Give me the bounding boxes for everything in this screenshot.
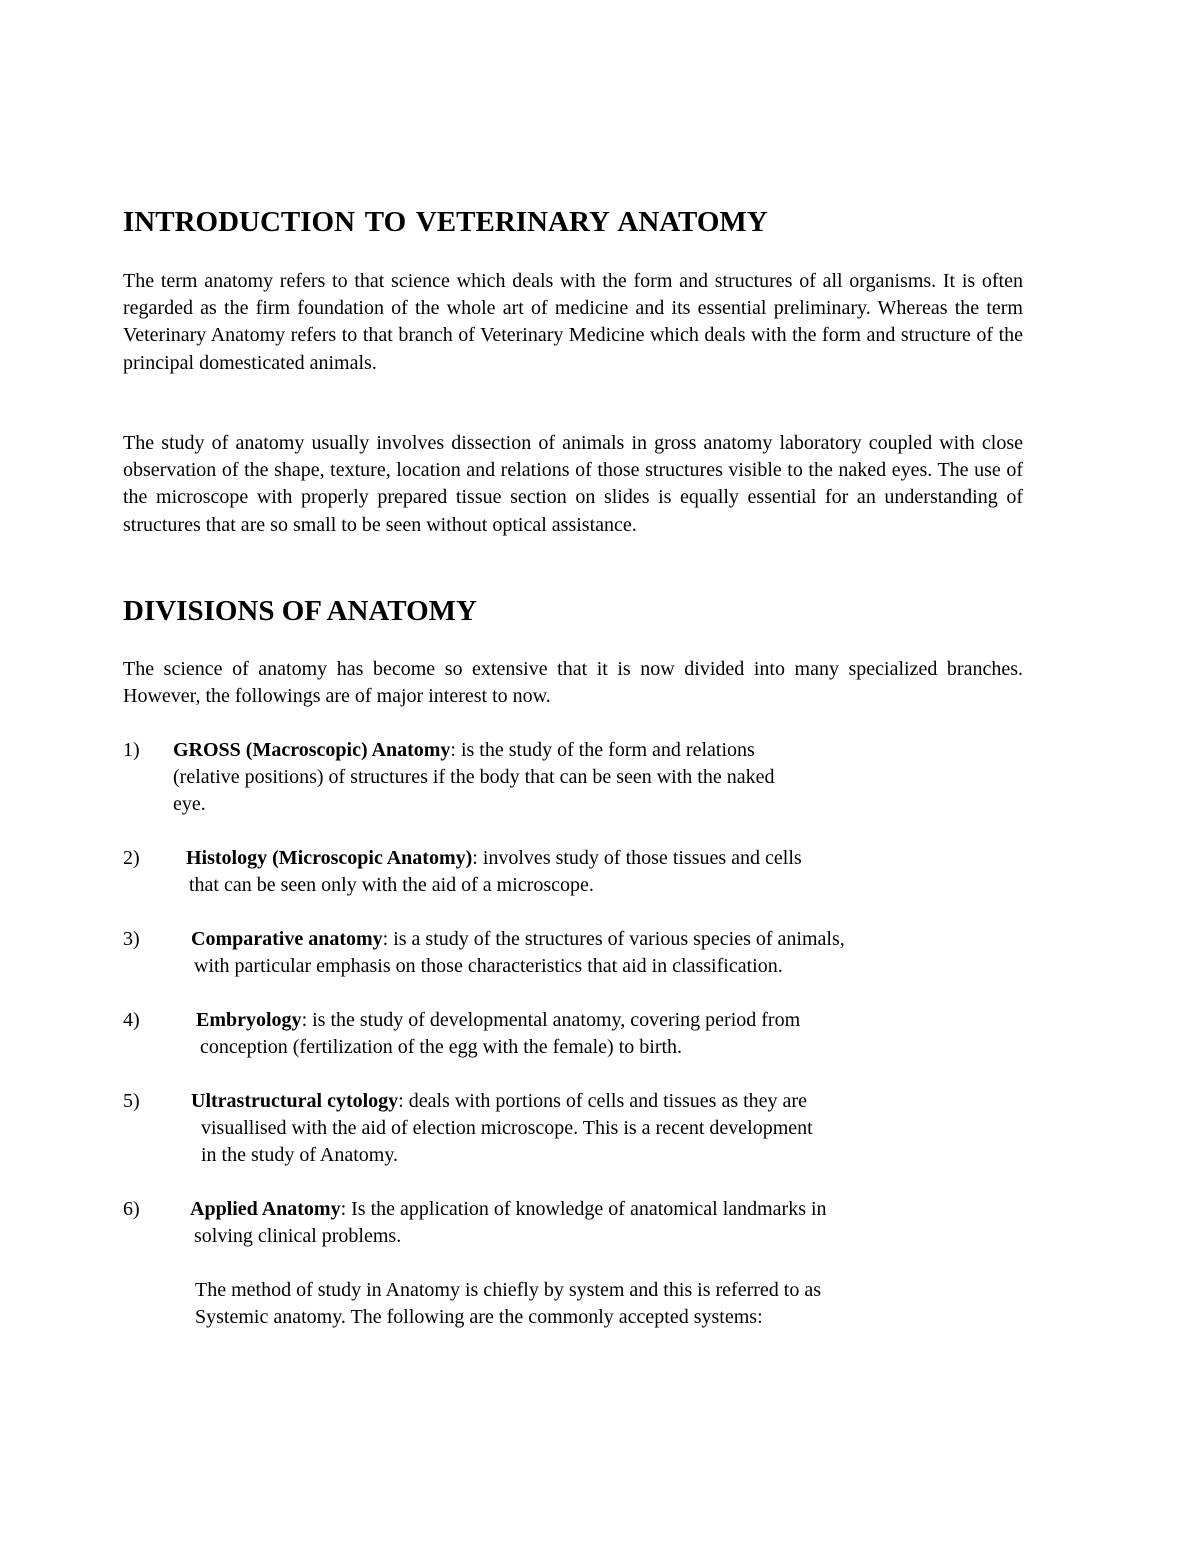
list-number: 4)	[123, 1009, 140, 1031]
division-term: GROSS (Macroscopic) Anatomy	[173, 739, 451, 761]
list-number: 2)	[123, 847, 140, 869]
list-number: 5)	[123, 1090, 140, 1112]
division-text: : is the study of developmental anatomy, covering period from	[301, 1009, 801, 1031]
closing-paragraph	[195, 1277, 955, 1331]
division-item-histology	[123, 845, 1003, 899]
division-first-line	[196, 1007, 956, 1034]
division-text: : is the study of the form and relations	[450, 739, 755, 761]
division-term: Embryology	[196, 1009, 302, 1031]
closing-line: The method of study in Anatomy is chiefly by system and this is referred to as	[195, 1279, 821, 1301]
division-term: Ultrastructural cytology	[191, 1090, 399, 1112]
division-item-embryology	[123, 1007, 1003, 1061]
division-text: that can be seen only with the aid of a microscope.	[189, 874, 594, 897]
division-text: conception (fertilization of the egg with the female) to birth.	[200, 1036, 683, 1059]
division-term: Histology (Microscopic Anatomy)	[186, 847, 473, 869]
list-number: 3)	[123, 928, 140, 950]
division-term: Applied Anatomy	[190, 1198, 341, 1220]
division-term: Comparative anatomy	[191, 928, 383, 950]
intro-paragraph-2: The study of anatomy usually involves dissection of animals in gross anatomy laboratory coupled with close observation of the shape, texture, location and relations of those structures visible to the naked eyes. The use of the microscope with properly prepared tissue section on slides is equally essential for an understanding of structures that are so small to be seen without optical assistance.	[123, 432, 1023, 536]
division-item-applied-anatomy	[123, 1196, 1003, 1250]
divisions-intro-paragraph: The science of anatomy has become so extensive that it is now divided into many specialized branches. However, the followings are of major interest to now.	[123, 658, 1023, 708]
division-text: visuallised with the aid of election microscope. This is a recent development	[201, 1117, 813, 1140]
division-first-line	[186, 845, 926, 872]
division-text: : involves study of those tissues and cells	[472, 847, 802, 869]
division-text: (relative positions) of structures if the body that can be seen with the naked	[173, 766, 775, 789]
intro-paragraph-1: The term anatomy refers to that science which deals with the form and structures of all organisms. It is often regarded as the firm foundation of the whole art of medicine and its essential preliminary. Whereas the term Veterinary Anatomy refers to that branch of Veterinary Medicine which deals with the form and structure of the principal domesticated animals.	[123, 270, 1023, 374]
closing-line: Systemic anatomy. The following are the commonly accepted systems:	[195, 1306, 763, 1329]
division-item-ultrastructural-cytology	[123, 1088, 1003, 1170]
division-item-comparative-anatomy	[123, 926, 1003, 980]
division-text: in the study of Anatomy.	[201, 1144, 399, 1167]
page-title: INTRODUCTION TO VETERINARY ANATOMY	[123, 206, 768, 238]
division-text: eye.	[173, 793, 206, 816]
division-text: : is a study of the structures of various species of animals,	[382, 928, 845, 950]
division-text: with particular emphasis on those characteristics that aid in classification.	[194, 955, 783, 978]
division-text: : Is the application of knowledge of anatomical landmarks in	[340, 1198, 827, 1220]
division-item-gross-anatomy	[123, 737, 1003, 819]
division-text: solving clinical problems.	[194, 1225, 402, 1248]
division-first-line	[190, 1196, 980, 1223]
division-first-line	[173, 737, 893, 764]
division-text: : deals with portions of cells and tissues as they are	[398, 1090, 807, 1112]
division-first-line	[191, 1088, 961, 1115]
list-number: 6)	[123, 1198, 140, 1220]
section-heading-divisions: DIVISIONS OF ANATOMY	[123, 595, 477, 627]
list-number: 1)	[123, 739, 140, 761]
division-first-line	[191, 926, 981, 953]
